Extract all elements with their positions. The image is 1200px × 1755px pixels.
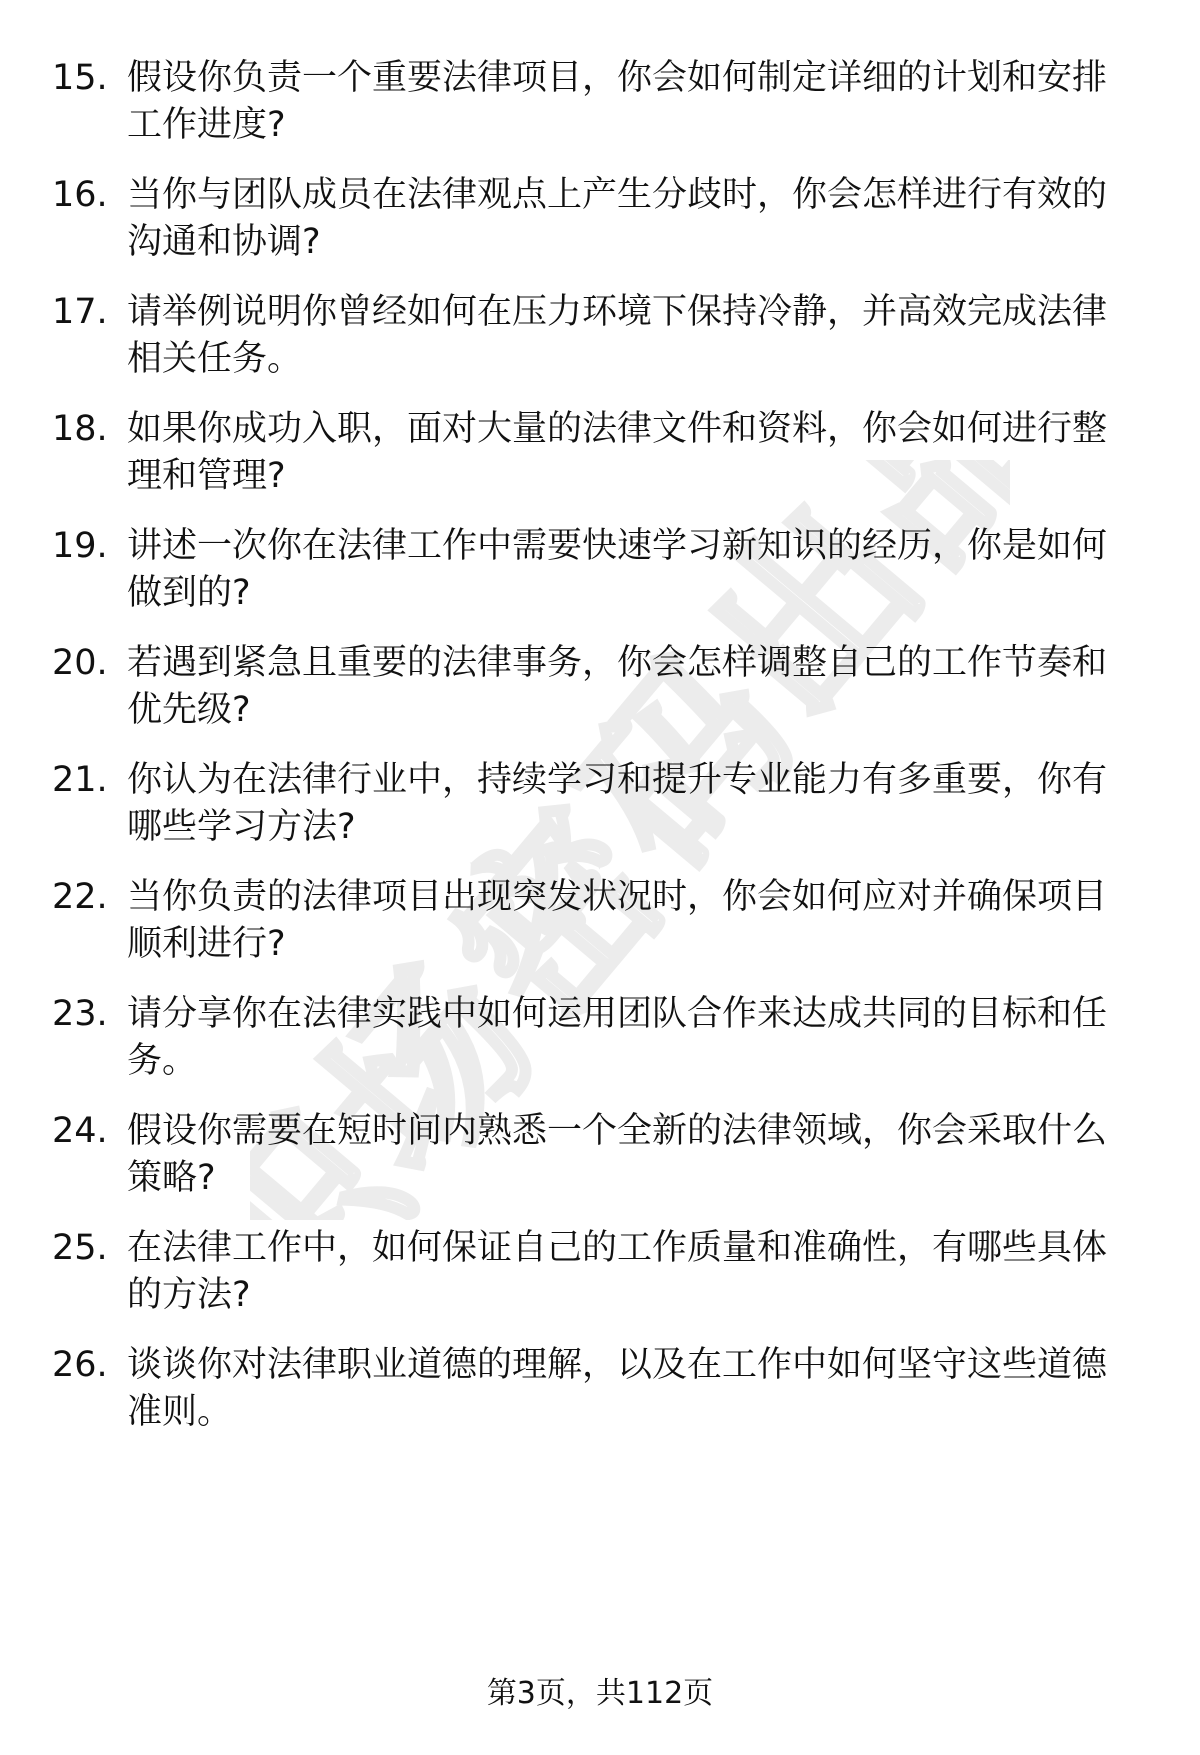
question-number: 15. (52, 58, 108, 98)
question-text: 谈谈你对法律职业道德的理解，以及在工作中如何坚守这些道德准则。 (127, 1345, 1108, 1432)
question-number: 25. (52, 1228, 108, 1268)
question-number: 20. (52, 643, 108, 683)
question-number: 19. (52, 526, 108, 566)
question-item (0, 289, 1200, 399)
question-number: 17. (52, 292, 108, 332)
question-item (0, 991, 1200, 1101)
question-text: 请举例说明你曾经如何在压力环境下保持冷静，并高效完成法律相关任务。 (127, 292, 1108, 379)
question-number: 16. (52, 175, 108, 215)
question-number: 18. (52, 409, 108, 449)
question-text: 若遇到紧急且重要的法律事务，你会怎样调整自己的工作节奏和优先级? (127, 643, 1108, 730)
question-item (0, 172, 1200, 282)
question-item (0, 1342, 1200, 1452)
question-text: 当你负责的法律项目出现突发状况时，你会如何应对并确保项目顺利进行? (127, 877, 1108, 964)
question-item (0, 55, 1200, 165)
question-text: 请分享你在法律实践中如何运用团队合作来达成共同的目标和任务。 (127, 994, 1108, 1081)
question-item (0, 406, 1200, 516)
question-text: 在法律工作中，如何保证自己的工作质量和准确性，有哪些具体的方法? (127, 1228, 1108, 1315)
question-number: 21. (52, 760, 108, 800)
question-text: 讲述一次你在法律工作中需要快速学习新知识的经历，你是如何做到的? (127, 526, 1108, 613)
question-text: 假设你负责一个重要法律项目，你会如何制定详细的计划和安排工作进度? (127, 58, 1108, 145)
question-item (0, 1108, 1200, 1218)
question-item (0, 523, 1200, 633)
question-item (0, 757, 1200, 867)
question-number: 22. (52, 877, 108, 917)
watermark-text: 职场密码出品 (250, 460, 1010, 1220)
question-item (0, 640, 1200, 750)
question-item (0, 874, 1200, 984)
question-number: 24. (52, 1111, 108, 1151)
question-item (0, 1225, 1200, 1335)
question-text: 假设你需要在短时间内熟悉一个全新的法律领域，你会采取什么策略? (127, 1111, 1108, 1198)
question-number: 23. (52, 994, 108, 1034)
question-number: 26. (52, 1345, 108, 1385)
question-text: 当你与团队成员在法律观点上产生分歧时，你会怎样进行有效的沟通和协调? (127, 175, 1108, 262)
question-text: 如果你成功入职，面对大量的法律文件和资料，你会如何进行整理和管理? (127, 409, 1108, 496)
page-number-footer: 第3页，共112页 (486, 1676, 714, 1711)
question-text: 你认为在法律行业中，持续学习和提升专业能力有多重要，你有哪些学习方法? (127, 760, 1108, 847)
